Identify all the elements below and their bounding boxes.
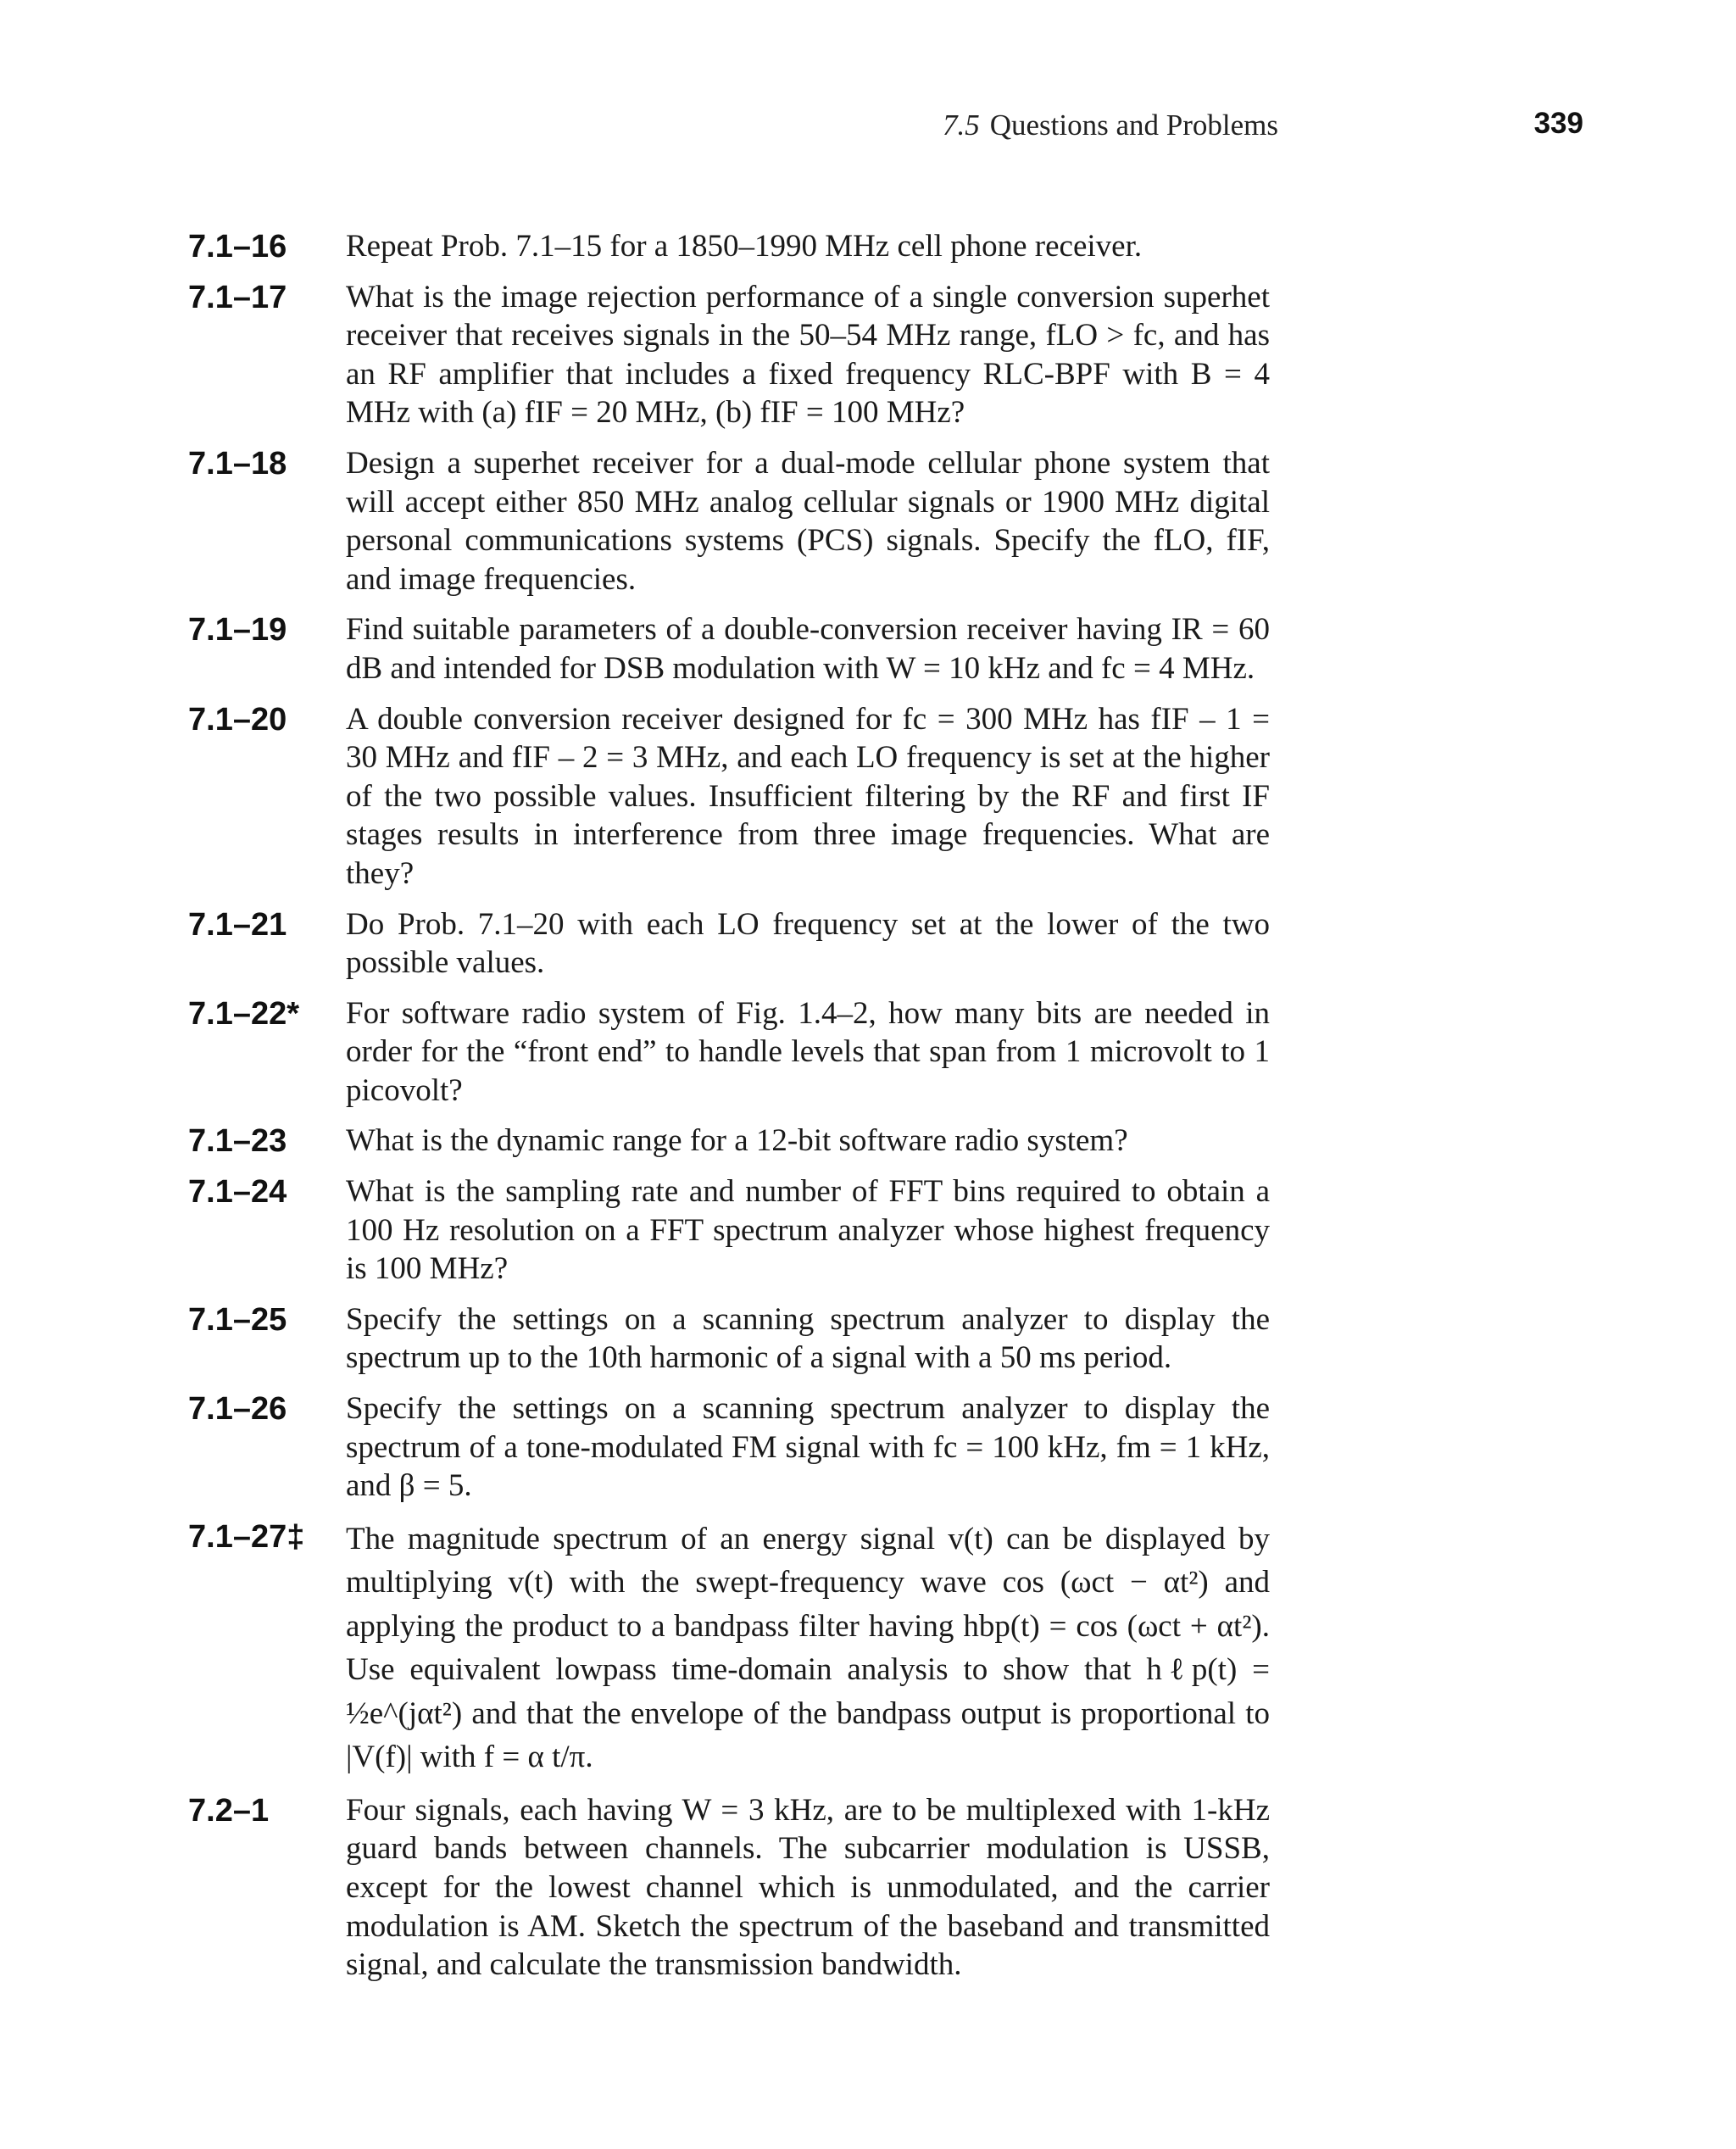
problem-number: 7.1–27‡ (188, 1518, 305, 1555)
problem-text: A double conversion receiver designed for fc = 300 MHz has fIF – 1 = 30 MHz and fIF – 2 = 3 MHz, and each LO frequency is set at the higher of the two possible values. Insufficient filtering by the RF and first IF stages results in interference from three image frequencies. What are they? (346, 701, 1270, 891)
problem-text: Find suitable parameters of a double-conversion receiver having IR = 60 dB and intended for DSB modulation with W = 10 kHz and fc = 4 MHz. (346, 612, 1270, 686)
problem-text: What is the image rejection performance of a single conversion superhet receiver that receives signals in the 50–54 MHz range, fLO > fc, and has an RF amplifier that includes a fixed frequency RLC-BPF with B = 4 MHz with (a) fIF = 20 MHz, (b) fIF = 100 MHz? (346, 279, 1270, 431)
problem-item (188, 700, 1290, 894)
problem-number: 7.1–16 (188, 229, 287, 264)
problem-text: Design a superhet receiver for a dual-mode cellular phone system that will accept either 850 MHz analog cellular signals or 1900 MHz digital personal communications systems (PCS) signals. Specify the fLO, fIF, and image frequencies. (346, 445, 1270, 597)
problem-item (188, 278, 1290, 432)
problem-list (188, 227, 1290, 1996)
section-title: Questions and Problems (989, 109, 1278, 142)
problem-number: 7.1–25 (188, 1301, 287, 1338)
problem-number: 7.1–19 (188, 612, 287, 649)
problem-text: What is the sampling rate and number of FFT bins required to obtain a 100 Hz resolution on a FFT spectrum analyzer whose highest frequency is 100 MHz? (346, 1174, 1270, 1287)
problem-number: 7.1–24 (188, 1174, 287, 1211)
problem-text: Four signals, each having W = 3 kHz, are to be multiplexed with 1-kHz guard bands between channels. The subcarrier modulation is USSB, except for the lowest channel which is unmodulated, and the carrier modulation is AM. Sketch the spectrum of the baseband and transmitted signal, and calculate the transmission bandwidth. (346, 1792, 1270, 1983)
problem-item (188, 444, 1290, 598)
problem-item (188, 1172, 1290, 1289)
problem-item (188, 227, 1290, 266)
problem-text: Specify the settings on a scanning spectrum analyzer to display the spectrum up to the 10th harmonic of a signal with a 50 ms period. (346, 1301, 1270, 1376)
problem-text: The magnitude spectrum of an energy signal v(t) can be displayed by multiplying v(t) with the swept-frequency wave cos (ωct − αt²) and applying the product to a bandpass filter having hbp(t) = cos (ωct + αt²). Use equivalent lowpass time-domain analysis to show that hℓp(t) = ½e^(jαt²) and that the envelope of the bandpass output is proportional to |V(f)| with f = α t/π. (346, 1521, 1270, 1775)
problem-text: Repeat Prob. 7.1–15 for a 1850–1990 MHz cell phone receiver. (346, 229, 1143, 264)
running-header (0, 109, 1736, 149)
problem-text: Specify the settings on a scanning spectrum analyzer to display the spectrum of a tone-modulated FM signal with fc = 100 kHz, fm = 1 kHz, and β = 5. (346, 1391, 1270, 1504)
problem-text: What is the dynamic range for a 12-bit software radio system? (346, 1123, 1128, 1159)
problem-number: 7.1–21 (188, 906, 287, 943)
problem-item (188, 994, 1290, 1111)
problem-text: For software radio system of Fig. 1.4–2, how many bits are needed in order for the “front end” to handle levels that span from 1 microvolt to 1 picovolt? (346, 995, 1270, 1108)
problem-number: 7.1–17 (188, 279, 287, 315)
problem-number: 7.1–23 (188, 1123, 287, 1160)
problem-number: 7.1–18 (188, 445, 287, 482)
problem-item (188, 905, 1290, 983)
problem-text: Do Prob. 7.1–20 with each LO frequency set at the lower of the two possible values. (346, 906, 1270, 981)
problem-item (188, 1517, 1290, 1779)
problem-item (188, 1122, 1290, 1161)
running-head (943, 109, 1278, 142)
problem-item (188, 1389, 1290, 1506)
problem-number: 7.1–22* (188, 995, 300, 1032)
problem-item (188, 1791, 1290, 1985)
section-number: 7.5 (942, 109, 980, 142)
problem-number: 7.2–1 (188, 1792, 270, 1829)
problem-number: 7.1–26 (188, 1391, 287, 1428)
page-number: 339 (1533, 107, 1583, 140)
problem-number: 7.1–20 (188, 701, 287, 738)
problem-item (188, 1300, 1290, 1378)
problem-item (188, 610, 1290, 688)
